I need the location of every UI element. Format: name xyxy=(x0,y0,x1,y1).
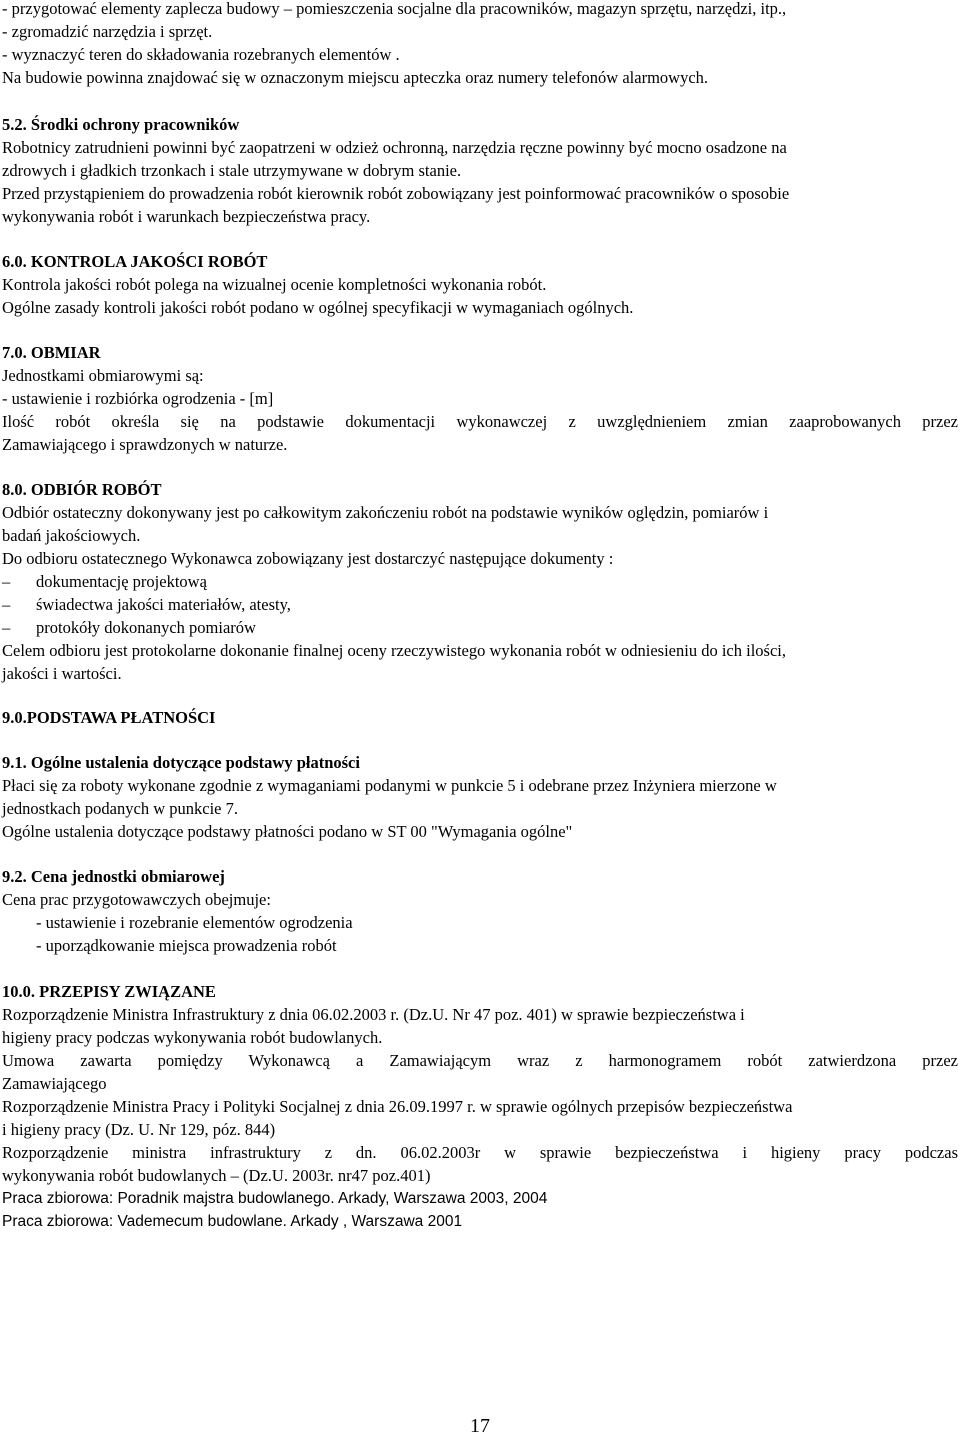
paragraph-line: Zamawiającego xyxy=(2,1074,107,1093)
paragraph-line: Cena prac przygotowawczych obejmuje: xyxy=(2,890,271,909)
dash-bullet: – xyxy=(2,595,11,614)
section-9-0 xyxy=(2,706,958,729)
paragraph-line: Ilość robót określa się na podstawie dokumentacji wykonawczej z uwzględnieniem zmian zaaprobowanych przez xyxy=(2,412,958,431)
list-item-text: świadectwa jakości materiałów, atesty, xyxy=(36,595,291,614)
section-7-0 xyxy=(2,341,958,456)
list-item-text: dokumentację projektową xyxy=(36,572,207,591)
paragraph-line: jakości i wartości. xyxy=(2,664,122,683)
paragraph-line: Przed przystąpieniem do prowadzenia robót kierownik robót zobowiązany jest poinformować pracowników o sposobie xyxy=(2,184,790,203)
paragraph-line: Robotnicy zatrudnieni powinni być zaopatrzeni w odzież ochronną, narzędzia ręczne powinny być mocno osadzone na xyxy=(2,138,787,157)
paragraph-line: Rozporządzenie Ministra Pracy i Polityki Socjalnej z dnia 26.09.1997 r. w sprawie ogólnych przepisów bezpieczeństwa xyxy=(2,1097,793,1116)
paragraph-line: Kontrola jakości robót polega na wizualnej ocenie kompletności wykonania robót. xyxy=(2,275,547,294)
list-item-text: protokóły dokonanych pomiarów xyxy=(36,618,256,637)
paragraph-line: Zamawiającego i sprawdzonych w naturze. xyxy=(2,435,288,454)
reference-line: Praca zbiorowa: Poradnik majstra budowlanego. Arkady, Warszawa 2003, 2004 xyxy=(2,1190,548,1207)
list-item: - ustawienie i rozebranie elementów ogrodzenia xyxy=(36,913,353,932)
list-item xyxy=(2,593,958,616)
paragraph-line: Płaci się za roboty wykonane zgodnie z wymaganiami podanymi w punkcie 5 i odebrane przez Inżyniera mierzone w xyxy=(2,776,777,795)
section-heading: 5.2. Środki ochrony pracowników xyxy=(2,115,240,134)
paragraph-line: wykonywania robót i warunkach bezpieczeństwa pracy. xyxy=(2,207,371,226)
paragraph-line: i higieny pracy (Dz. U. Nr 129, póz. 844) xyxy=(2,1120,276,1139)
section-heading: 8.0. ODBIÓR ROBÓT xyxy=(2,480,162,499)
intro-line: - przygotować elementy zaplecza budowy – pomieszczenia socjalne dla pracowników, magazyn sprzętu, narzędzi, itp., xyxy=(2,0,787,18)
paragraph-line: Do odbioru ostatecznego Wykonawca zobowiązany jest dostarczyć następujące dokumenty : xyxy=(2,549,614,568)
paragraph-line: Jednostkami obmiarowymi są: xyxy=(2,366,204,385)
paragraph-line: - ustawienie i rozbiórka ogrodzenia - [m] xyxy=(2,389,274,408)
reference-line: Praca zbiorowa: Vademecum budowlane. Arkady , Warszawa 2001 xyxy=(2,1213,463,1230)
section-heading: 9.2. Cena jednostki obmiarowej xyxy=(2,867,225,886)
dash-bullet: – xyxy=(2,572,11,591)
section-8-0 xyxy=(2,478,958,685)
section-heading: 7.0. OBMIAR xyxy=(2,343,101,362)
section-10-0 xyxy=(2,980,958,1233)
paragraph-line: Ogólne ustalenia dotyczące podstawy płatności podano w ST 00 "Wymagania ogólne" xyxy=(2,822,573,841)
paragraph-line: badań jakościowych. xyxy=(2,526,141,545)
section-heading: 9.0.PODSTAWA PŁATNOŚCI xyxy=(2,708,216,727)
list-item xyxy=(2,570,958,593)
paragraph-line: Odbiór ostateczny dokonywany jest po całkowitym zakończeniu robót na podstawie wyników oględzin, pomiarów i xyxy=(2,503,769,522)
section-9-2 xyxy=(2,865,958,957)
intro-block xyxy=(2,0,958,89)
intro-line: - zgromadzić narzędzia i sprzęt. xyxy=(2,22,213,41)
paragraph-line: wykonywania robót budowlanych – (Dz.U. 2003r. nr47 poz.401) xyxy=(2,1166,431,1185)
list-item: - uporządkowanie miejsca prowadzenia robót xyxy=(36,936,337,955)
section-heading: 10.0. PRZEPISY ZWIĄZANE xyxy=(2,982,216,1001)
list-item xyxy=(2,616,958,639)
paragraph-line: Umowa zawarta pomiędzy Wykonawcą a Zamawiającym wraz z harmonogramem robót zatwierdzona przez xyxy=(2,1051,958,1070)
section-9-1 xyxy=(2,751,958,843)
intro-line: Na budowie powinna znajdować się w oznaczonym miejscu apteczka oraz numery telefonów alarmowych. xyxy=(2,68,709,87)
section-heading: 6.0. KONTROLA JAKOŚCI ROBÓT xyxy=(2,252,268,271)
intro-line: - wyznaczyć teren do składowania rozebranych elementów . xyxy=(2,45,400,64)
section-5-2 xyxy=(2,113,958,228)
paragraph-line: zdrowych i gładkich trzonkach i stale utrzymywane w dobrym stanie. xyxy=(2,161,462,180)
section-heading: 9.1. Ogólne ustalenia dotyczące podstawy płatności xyxy=(2,753,360,772)
dash-bullet: – xyxy=(2,618,11,637)
paragraph-line: jednostkach podanych w punkcie 7. xyxy=(2,799,238,818)
paragraph-line: Rozporządzenie ministra infrastruktury z dn. 06.02.2003r w sprawie bezpieczeństwa i higieny pracy podczas xyxy=(2,1143,958,1162)
paragraph-line: higieny pracy podczas wykonywania robót budowlanych. xyxy=(2,1028,383,1047)
section-6-0 xyxy=(2,250,958,319)
page-number: 17 xyxy=(470,1415,490,1437)
paragraph-line: Rozporządzenie Ministra Infrastruktury z dnia 06.02.2003 r. (Dz.U. Nr 47 poz. 401) w sprawie bezpieczeństwa i xyxy=(2,1005,745,1024)
paragraph-line: Ogólne zasady kontroli jakości robót podano w ogólnej specyfikacji w wymaganiach ogólnych. xyxy=(2,298,634,317)
paragraph-line: Celem odbioru jest protokolarne dokonanie finalnej oceny rzeczywistego wykonania robót w odniesieniu do ich ilości, xyxy=(2,641,786,660)
